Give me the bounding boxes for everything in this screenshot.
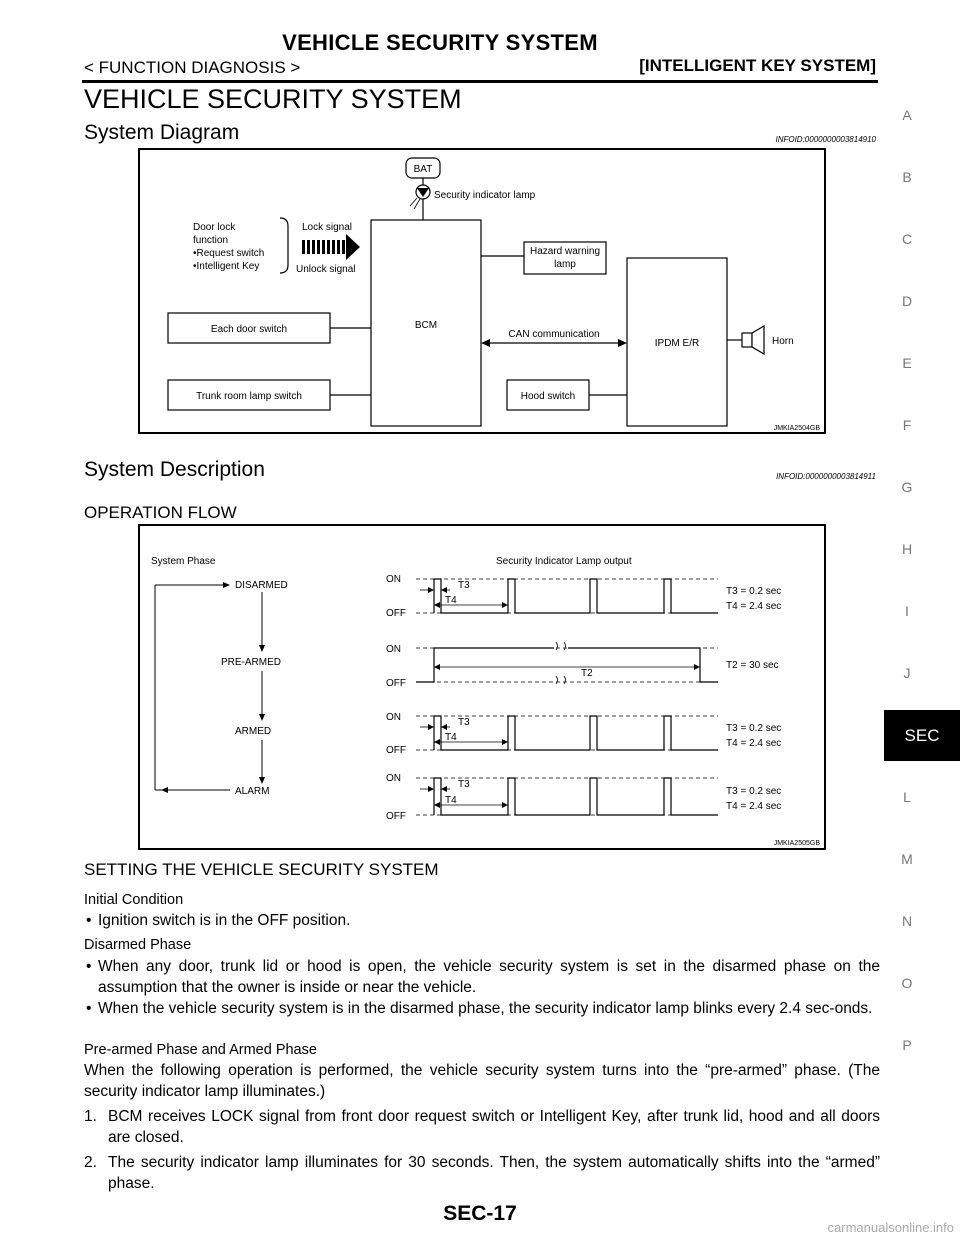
t4-label: T4 — [445, 732, 457, 743]
off-label: OFF — [386, 608, 406, 619]
list-item: • Ignition switch is in the OFF position. — [84, 910, 880, 931]
sidebar-letter-g[interactable]: G — [901, 479, 913, 495]
each-door-label: Each door switch — [210, 324, 288, 335]
operation-flow-code: JMKIA2505GB — [773, 840, 820, 847]
sidebar-letter-c[interactable]: C — [901, 231, 913, 247]
ipdm-label: IPDM E/R — [654, 338, 700, 349]
page-title: VEHICLE SECURITY SYSTEM — [84, 84, 462, 114]
step-text: BCM receives LOCK signal from front door request switch or Intelligent Key, after trunk lid, hood and all doors are closed. — [108, 1108, 880, 1146]
sidebar-letter-d[interactable]: D — [901, 293, 913, 309]
phase-disarmed: DISARMED — [235, 580, 288, 591]
door-lock-label: •Intelligent Key — [193, 261, 260, 272]
off-label: OFF — [386, 811, 406, 822]
t4-label: T4 — [445, 595, 457, 606]
t3-value: T3 = 0.2 sec — [726, 786, 782, 797]
t4-value: T4 = 2.4 sec — [726, 801, 782, 812]
initial-condition-heading: Initial Condition — [84, 892, 184, 908]
system-diagram — [138, 148, 826, 434]
system-diagram-heading: System Diagram — [84, 121, 240, 144]
can-label: CAN communication — [508, 329, 600, 340]
header-title: VEHICLE SECURITY SYSTEM — [282, 30, 598, 55]
bat-label: BAT — [413, 164, 433, 175]
phase-prearmed: PRE-ARMED — [221, 657, 282, 668]
on-label: ON — [386, 644, 401, 655]
t3-label: T3 — [458, 580, 470, 591]
initial-condition-list — [84, 910, 880, 931]
step-number: 2. — [84, 1154, 97, 1171]
t4-value: T4 = 2.4 sec — [726, 601, 782, 612]
t3-label: T3 — [458, 717, 470, 728]
sidebar-letter-h[interactable]: H — [901, 541, 913, 557]
sidebar-letter-f[interactable]: F — [902, 417, 912, 433]
door-lock-label: function — [193, 235, 229, 246]
disarmed-phase-list — [84, 956, 880, 1019]
bcm-label: BCM — [414, 320, 438, 331]
operation-flow-frame — [139, 525, 825, 849]
sidebar-letter-n[interactable]: N — [901, 913, 913, 929]
sidebar-letter-b[interactable]: B — [902, 169, 912, 185]
page-number: SEC-17 — [443, 1202, 517, 1225]
sidebar-letter-l[interactable]: L — [903, 789, 911, 805]
horn-label: Horn — [772, 336, 794, 347]
diagram-code: JMKIA2504GB — [773, 425, 820, 432]
on-label: ON — [386, 712, 401, 723]
unlock-signal-label: Unlock signal — [296, 264, 356, 275]
t4-value: T4 = 2.4 sec — [726, 738, 782, 749]
hazard-label: lamp — [554, 259, 576, 270]
system-phase-label: System Phase — [151, 556, 216, 567]
step-text: The security indicator lamp illuminates for 30 seconds. Then, the system automatically shifts into the “armed” phase. — [108, 1154, 880, 1192]
lock-signal-label: Lock signal — [302, 222, 353, 233]
watermark: carmanualsonline.info — [827, 1220, 954, 1235]
sidebar-letter-p[interactable]: P — [902, 1037, 912, 1053]
door-lock-label: •Request switch — [193, 248, 265, 259]
system-description-heading: System Description — [84, 458, 265, 481]
operation-flow-diagram — [138, 524, 826, 850]
t2-value: T2 = 30 sec — [726, 660, 779, 671]
sidebar-letter-m[interactable]: M — [901, 851, 913, 867]
system-diagram-infoid: INFOID:0000000003814910 — [775, 135, 876, 144]
step-number: 1. — [84, 1108, 97, 1125]
door-lock-label: Door lock — [193, 222, 236, 233]
list-item — [84, 1152, 880, 1194]
trunk-label: Trunk room lamp switch — [196, 391, 302, 402]
list-item: • When any door, trunk lid or hood is open, the vehicle security system is set in the disarmed phase on the assumption that the owner is inside or near the vehicle. — [84, 956, 880, 998]
output-title-label: Security Indicator Lamp output — [496, 556, 632, 567]
indicator-label: Security indicator lamp — [434, 190, 536, 201]
signal-arrow-icon — [302, 234, 360, 260]
off-label: OFF — [386, 745, 406, 756]
phase-alarm: ALARM — [235, 786, 270, 797]
phase-armed: ARMED — [235, 726, 272, 737]
list-item — [84, 1106, 880, 1148]
operation-flow-heading: OPERATION FLOW — [84, 503, 237, 522]
sidebar-letter-o[interactable]: O — [901, 975, 913, 991]
t3-label: T3 — [458, 779, 470, 790]
t3-value: T3 = 0.2 sec — [726, 586, 782, 597]
hood-label: Hood switch — [520, 391, 576, 402]
prearmed-phase-body — [84, 1060, 880, 1194]
on-label: ON — [386, 773, 401, 784]
list-item: • When the vehicle security system is in the disarmed phase, the security indicator lamp blinks every 2.4 sec-onds. — [84, 998, 880, 1019]
off-label: OFF — [386, 678, 406, 689]
horn-icon — [742, 326, 764, 354]
sidebar-letter-i[interactable]: I — [905, 603, 909, 619]
t4-label: T4 — [445, 795, 457, 806]
setting-heading: SETTING THE VEHICLE SECURITY SYSTEM — [84, 860, 439, 879]
header-system: [INTELLIGENT KEY SYSTEM] — [639, 56, 876, 75]
prearmed-phase-heading: Pre-armed Phase and Armed Phase — [84, 1042, 317, 1058]
sidebar-letter-e[interactable]: E — [902, 355, 912, 371]
sidebar-tab-sec[interactable]: SEC — [884, 710, 960, 761]
header-rule — [82, 80, 878, 83]
disarmed-phase-heading: Disarmed Phase — [84, 937, 192, 953]
on-label: ON — [386, 574, 401, 585]
sidebar-letter-a[interactable]: A — [902, 107, 912, 123]
sidebar-letter-j[interactable]: J — [903, 665, 911, 681]
t2-label: T2 — [581, 668, 593, 679]
system-description-infoid: INFOID:0000000003814911 — [776, 472, 876, 481]
hazard-label: Hazard warning — [529, 246, 601, 257]
header-section: < FUNCTION DIAGNOSIS > — [84, 58, 301, 77]
t3-value: T3 = 0.2 sec — [726, 723, 782, 734]
prearmed-intro: When the following operation is performed, the vehicle security system turns into the “pre-armed” phase. (The security indicator lamp illuminates.) — [84, 1062, 880, 1100]
